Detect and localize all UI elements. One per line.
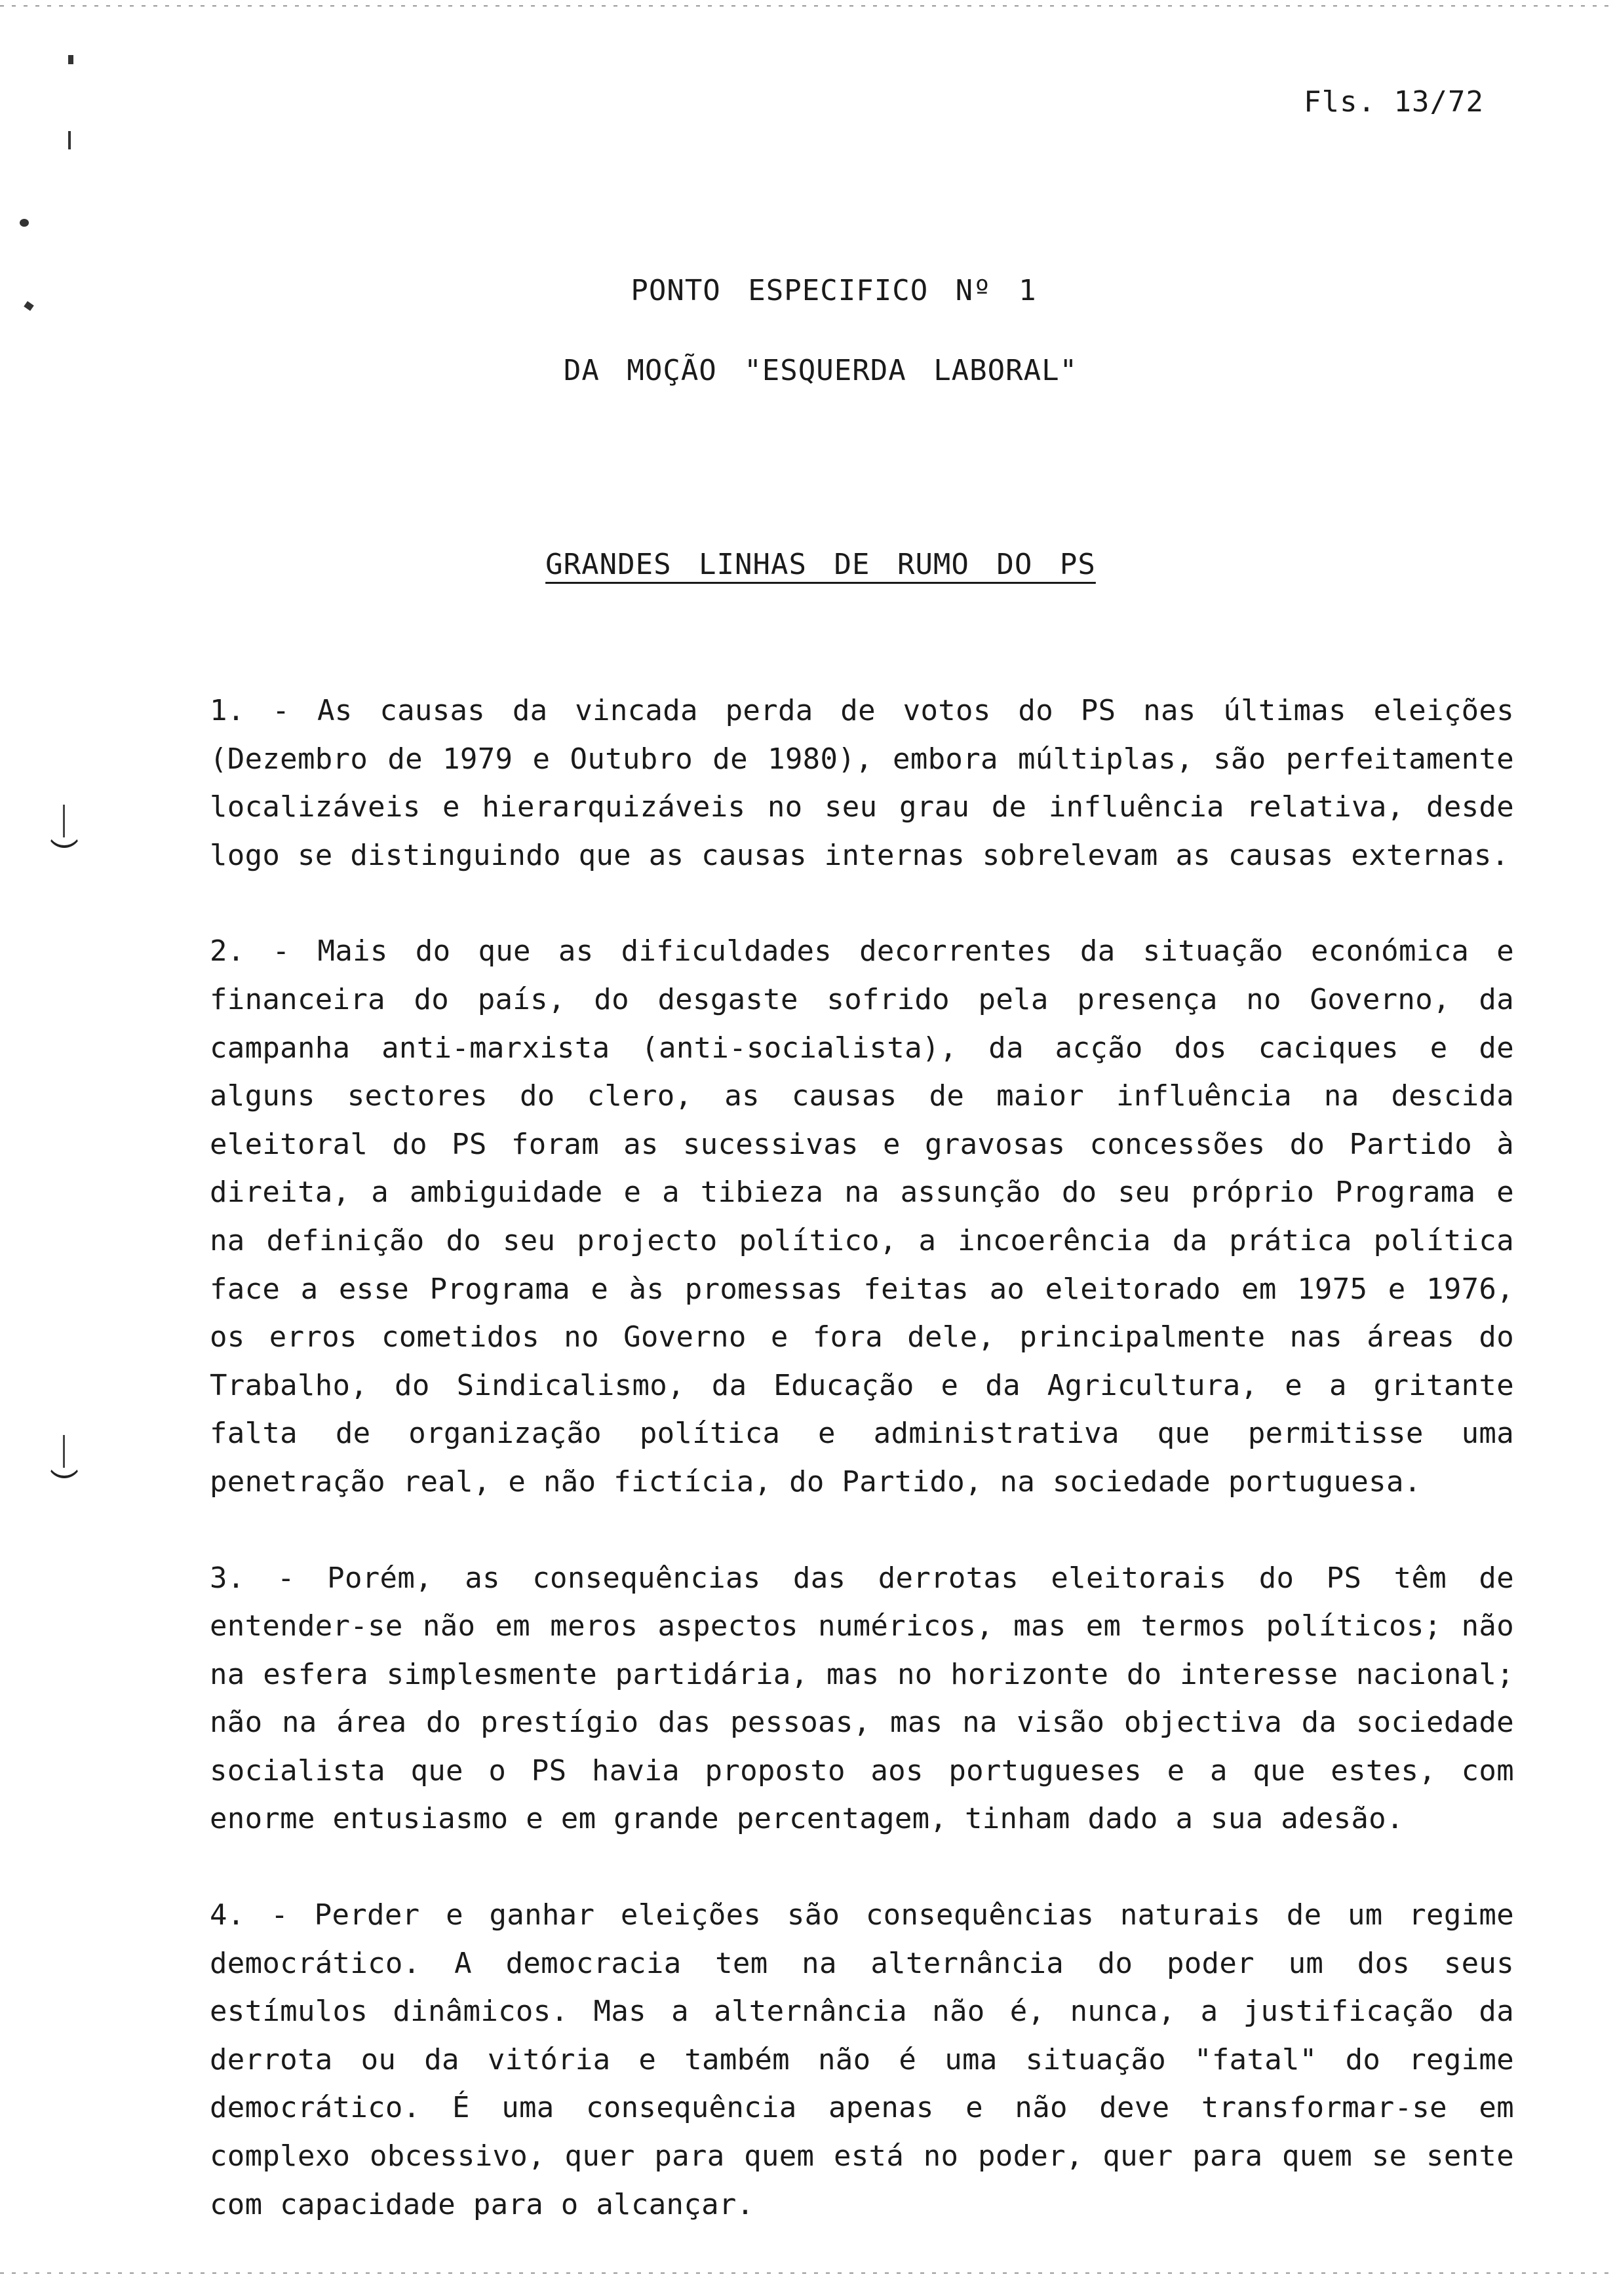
- document-body: [210, 687, 1514, 2276]
- paragraph-1: 1. - As causas da vincada perda de votos do PS nas últimas eleições (Dezembro de 1979 e Outubro de 1980), embora múltiplas, são perfeitamente localizáveis e hierarquizáveis no seu grau de influência relativa, desde logo se distinguindo que as causas internas sobrelevam as causas externas.: [210, 694, 1514, 872]
- binder-hole-mark-upper: [47, 828, 81, 848]
- scan-top-edge: [0, 5, 1615, 7]
- page-reference: Fls. 13/72: [1304, 85, 1484, 119]
- margin-dot: [68, 131, 71, 149]
- margin-dot: [68, 55, 73, 64]
- document-title-line-1: PONTO ESPECIFICO Nº 1: [631, 274, 1037, 307]
- binder-hole-stem: [63, 805, 65, 837]
- document-title-line-2: DA MOÇÃO "ESQUERDA LABORAL": [563, 354, 1078, 387]
- binder-hole-mark-lower: [47, 1459, 81, 1478]
- document-subtitle: GRANDES LINHAS DE RUMO DO PS: [545, 548, 1096, 581]
- paragraph-2: 2. - Mais do que as dificuldades decorrentes da situação económica e financeira do país, do desgaste sofrido pela presença no Governo, da campanha anti-marxista (anti-socialista), da acção dos caciques e de alguns sectores do clero, as causas de maior influência na descida eleitoral do PS foram as sucessivas e gravosas concessões do Partido à direita, a ambiguidade e a tibieza na assunção do seu próprio Programa e na definição do seu projecto político, a incoerência da prática política face a esse Programa e às promessas feitas ao eleitorado em 1975 e 1976, os erros cometidos no Governo e fora dele, principalmente nas áreas do Trabalho, do Sindicalismo, da Educação e da Agricultura, e a gritante falta de organização política e administrativa que permitisse uma penetração real, e não fictícia, do Partido, na sociedade portuguesa.: [210, 934, 1514, 1499]
- paragraph-3: 3. - Porém, as consequências das derrotas eleitorais do PS têm de entender-se não em meros aspectos numéricos, mas em termos políticos; não na esfera simplesmente partidária, mas no horizonte do interesse nacional; não na área do prestígio das pessoas, mas na visão objectiva da sociedade socialista que o PS havia proposto aos portugueses e a que estes, com enorme entusiasmo e em grande percentagem, tinham dado a sua adesão.: [210, 1561, 1514, 1836]
- binder-hole-stem: [63, 1435, 65, 1468]
- margin-dot: [20, 219, 29, 227]
- paragraph-4: 4. - Perder e ganhar eleições são consequências naturais de um regime democrático. A democracia tem na alternância do poder um dos seus estímulos dinâmicos. Mas a alternância não é, nunca, a justificação da derrota ou da vitória e também não é uma situação "fatal" do regime democrático. É uma consequência apenas e não deve transformar-se em complexo obcessivo, quer para quem está no poder, quer para quem se sente com capacidade para o alcançar.: [210, 1898, 1514, 2221]
